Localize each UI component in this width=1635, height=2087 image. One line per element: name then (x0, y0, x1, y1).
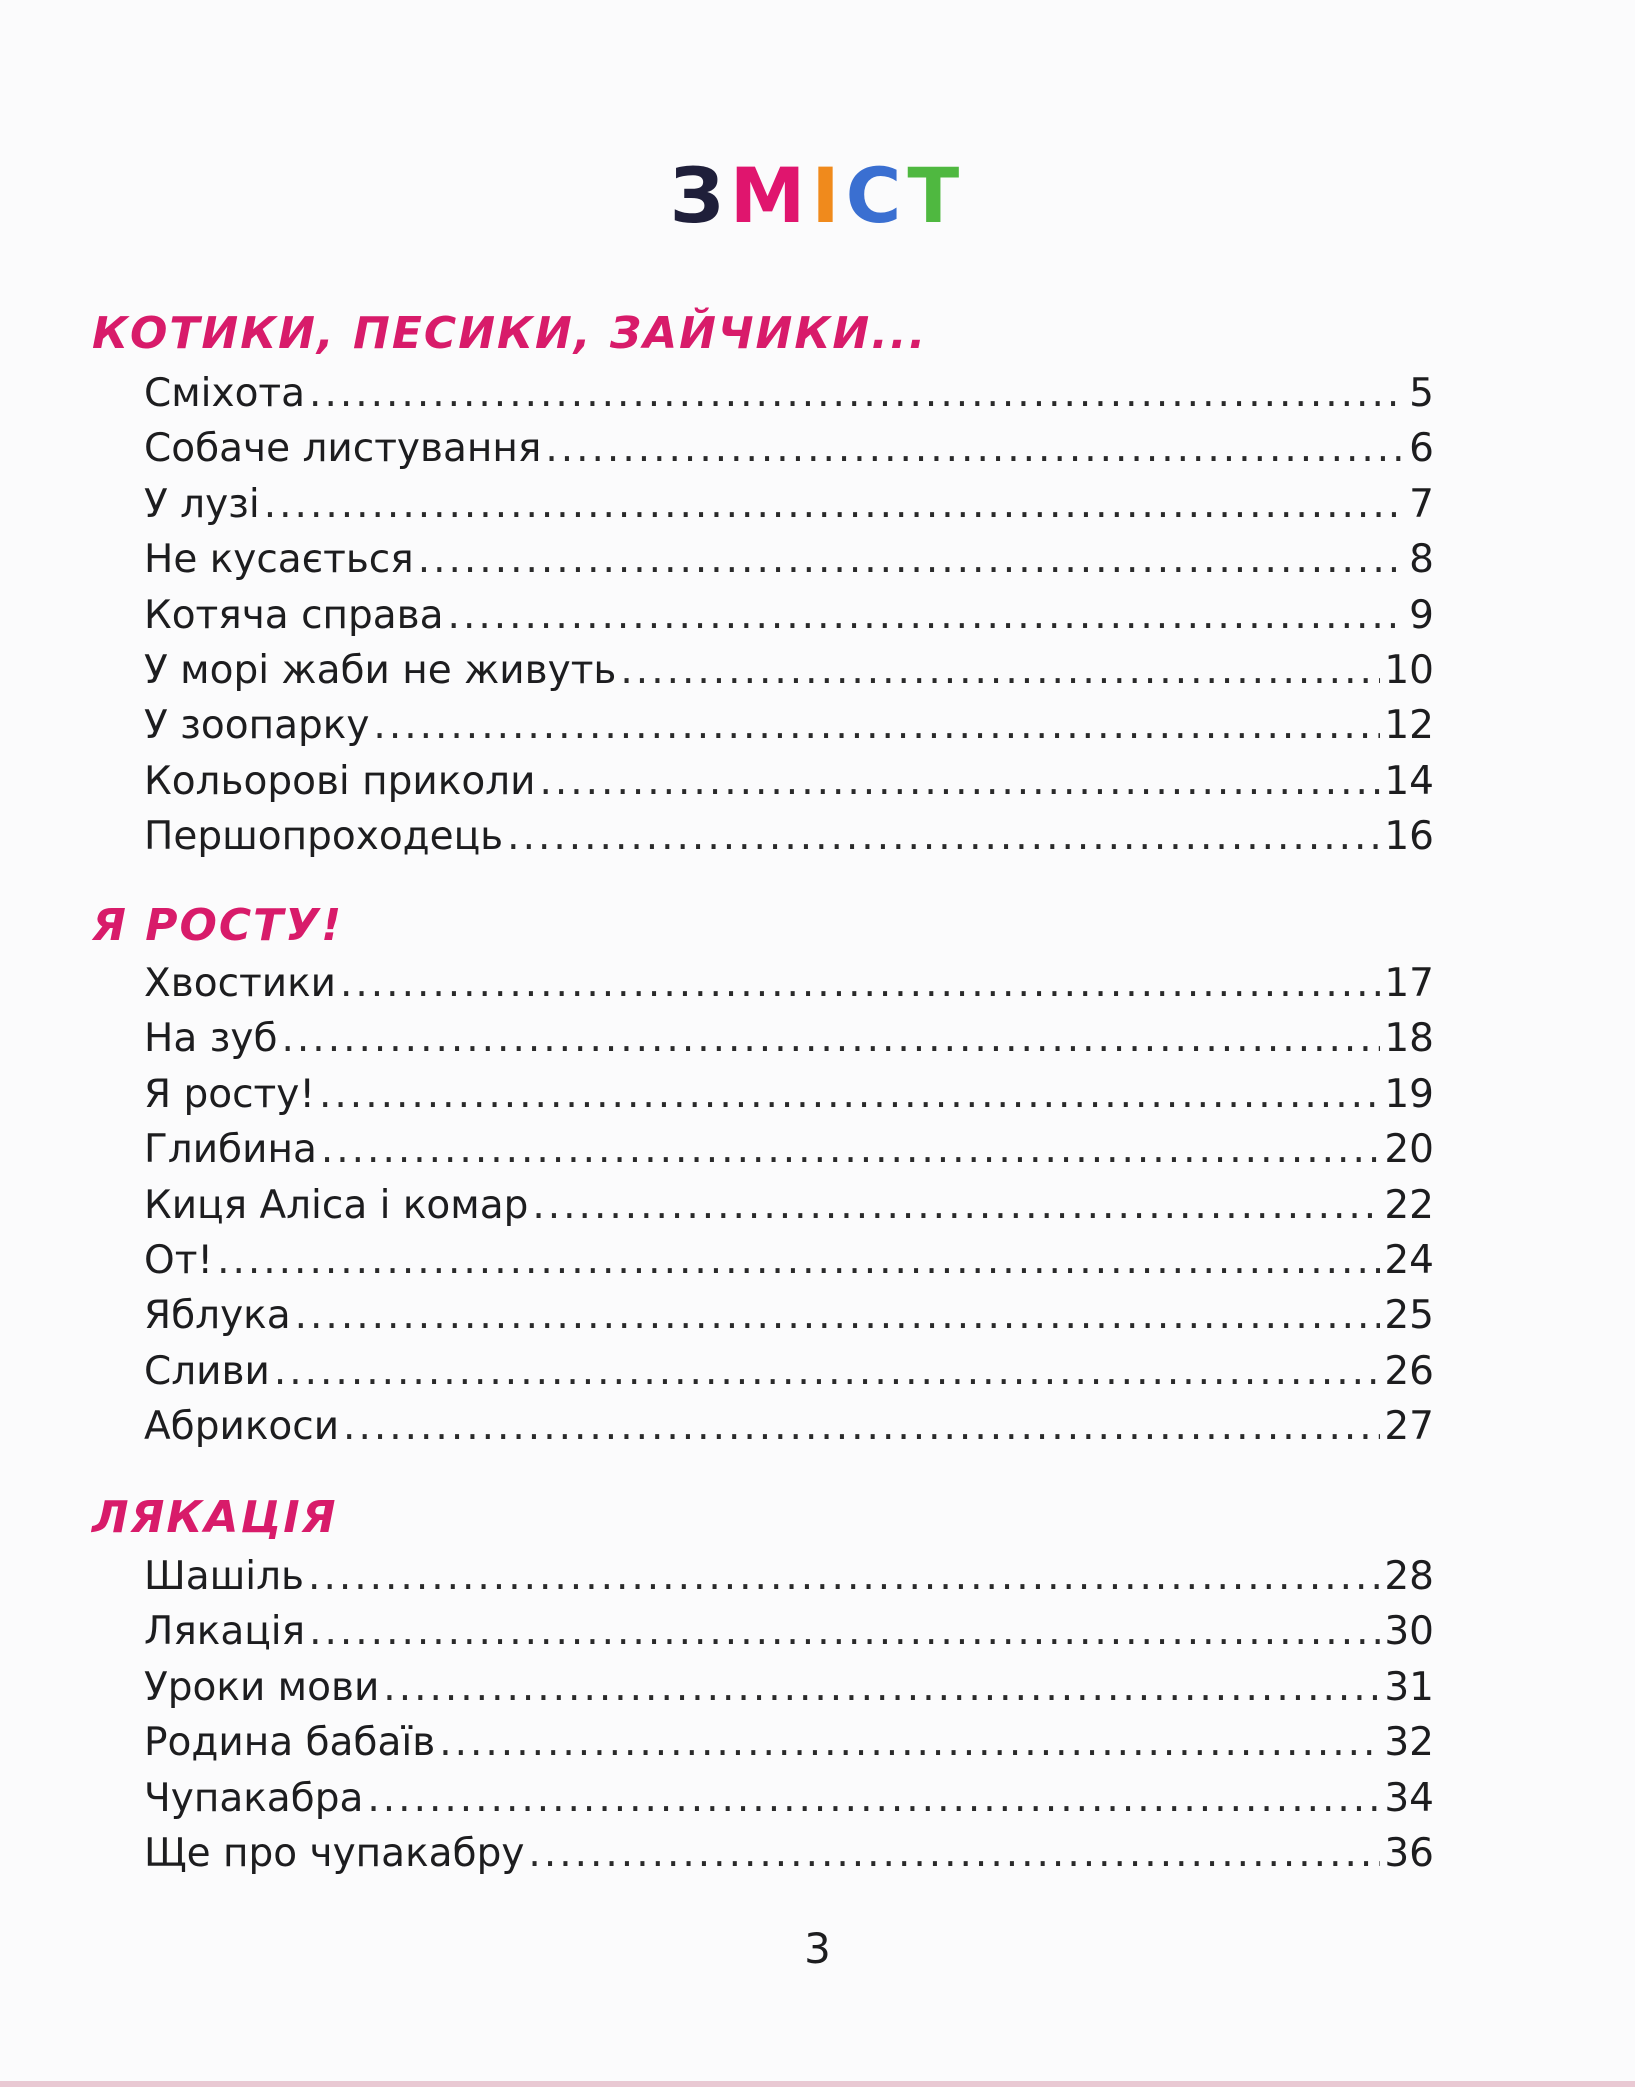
toc-entry[interactable] (144, 956, 1434, 1011)
title-letter: З (669, 151, 730, 240)
toc-entry-page: 28 (1384, 1554, 1434, 1599)
dot-leader (545, 421, 1405, 476)
toc-entry-title: Киця Аліса і комар (144, 1182, 529, 1228)
toc-entry-page: 9 (1409, 592, 1434, 638)
title-letter: С (845, 151, 908, 240)
toc-entry-page: 7 (1409, 481, 1434, 527)
toc-entry[interactable] (144, 366, 1434, 421)
toc-entry-page: 10 (1384, 647, 1434, 693)
toc-entry-page: 6 (1409, 426, 1434, 472)
toc-entry-title: Котяча справа (144, 592, 444, 638)
toc-entry-page: 5 (1409, 371, 1434, 416)
toc-entry-page: 19 (1384, 1071, 1434, 1117)
section-heading: ЛЯКАЦІЯ (92, 1492, 338, 1543)
dot-leader (295, 1288, 1381, 1343)
dot-leader (367, 1771, 1380, 1826)
title-letter: Т (907, 151, 966, 240)
toc-entry-title: Я росту! (144, 1071, 315, 1117)
toc-entry-title: У лузі (144, 481, 260, 527)
toc-entry-title: Яблука (144, 1293, 291, 1339)
toc-entry-title: Першопроходець (144, 814, 504, 860)
section-heading: КОТИКИ, ПЕСИКИ, ЗАЙЧИКИ... (92, 308, 928, 359)
toc-list (144, 956, 1434, 1455)
toc-entry[interactable] (144, 1715, 1434, 1770)
toc-entry[interactable] (144, 1399, 1434, 1454)
toc-entry[interactable] (144, 1122, 1434, 1177)
toc-entry-page: 34 (1384, 1775, 1434, 1821)
dot-leader (217, 1233, 1380, 1288)
toc-entry-page: 25 (1384, 1293, 1434, 1339)
toc-entry-page: 30 (1384, 1609, 1434, 1655)
toc-entry[interactable] (144, 1178, 1434, 1233)
dot-leader (319, 1067, 1380, 1122)
dot-leader (418, 532, 1405, 587)
toc-entry-page: 26 (1384, 1348, 1434, 1394)
dot-leader (274, 1344, 1381, 1399)
toc-entry[interactable] (144, 1660, 1434, 1715)
toc-entry-page: 32 (1384, 1720, 1434, 1766)
dot-leader (532, 1178, 1380, 1233)
title-letter: М (729, 151, 812, 240)
toc-entry-title: Уроки мови (144, 1664, 380, 1710)
toc-entry-title: Хвостики (144, 961, 336, 1006)
dot-leader (528, 1826, 1380, 1881)
dot-leader (620, 643, 1380, 698)
dot-leader (439, 1715, 1380, 1770)
page-bottom-edge (0, 2081, 1635, 2087)
toc-entry-page: 31 (1384, 1664, 1434, 1710)
dot-leader (321, 1122, 1381, 1177)
toc-entry-title: От! (144, 1237, 214, 1283)
toc-entry[interactable] (144, 698, 1434, 753)
toc-entry[interactable] (144, 1771, 1434, 1826)
toc-entry[interactable] (144, 532, 1434, 587)
toc-entry-page: 20 (1384, 1127, 1434, 1173)
dot-leader (308, 1549, 1380, 1604)
toc-entry[interactable] (144, 421, 1434, 476)
toc-entry[interactable] (144, 1011, 1434, 1066)
toc-entry-title: Сміхота (144, 371, 306, 416)
toc-entry-page: 36 (1384, 1830, 1434, 1876)
toc-entry-title: У зоопарку (144, 703, 370, 749)
toc-entry-title: Лякація (144, 1609, 306, 1655)
dot-leader (309, 1604, 1380, 1659)
dot-leader (383, 1660, 1380, 1715)
page-number: 3 (804, 1924, 831, 1973)
toc-list (144, 366, 1434, 865)
dot-leader (282, 1011, 1381, 1066)
toc-entry-title: Не кусається (144, 537, 414, 583)
toc-entry-page: 16 (1384, 814, 1434, 860)
toc-entry-page: 18 (1384, 1016, 1434, 1062)
dot-leader (340, 956, 1380, 1011)
toc-entry[interactable] (144, 1604, 1434, 1659)
toc-entry-title: Абрикоси (144, 1404, 340, 1450)
toc-entry[interactable] (144, 1067, 1434, 1122)
toc-entry-page: 24 (1384, 1237, 1434, 1283)
dot-leader (343, 1399, 1380, 1454)
toc-entry[interactable] (144, 588, 1434, 643)
toc-entry-page: 27 (1384, 1404, 1434, 1450)
toc-entry-title: Чупакабра (144, 1775, 364, 1821)
toc-entry[interactable] (144, 1549, 1434, 1604)
toc-entry[interactable] (144, 1288, 1434, 1343)
toc-entry-page: 8 (1409, 537, 1434, 583)
toc-entry-title: Собаче листування (144, 426, 542, 472)
toc-entry-page: 12 (1384, 703, 1434, 749)
toc-entry[interactable] (144, 809, 1434, 864)
toc-entry[interactable] (144, 1344, 1434, 1399)
toc-entry-page: 17 (1384, 961, 1434, 1006)
dot-leader (448, 588, 1406, 643)
toc-entry[interactable] (144, 1233, 1434, 1288)
section-heading: Я РОСТУ! (92, 900, 344, 951)
toc-entry-title: Ще про чупакабру (144, 1830, 525, 1876)
toc-entry[interactable] (144, 1826, 1434, 1881)
toc-entry-title: Сливи (144, 1348, 270, 1394)
toc-entry-title: Глибина (144, 1127, 317, 1173)
toc-entry[interactable] (144, 754, 1434, 809)
dot-leader (309, 366, 1405, 421)
title-letter: І (811, 151, 846, 240)
toc-entry-title: Родина бабаїв (144, 1720, 436, 1766)
toc-entry-page: 14 (1384, 758, 1434, 804)
toc-entry-title: На зуб (144, 1016, 278, 1062)
dot-leader (373, 698, 1380, 753)
toc-entry-title: У морі жаби не живуть (144, 647, 617, 693)
toc-entry[interactable] (144, 477, 1434, 532)
page-title (0, 151, 1635, 240)
toc-list (144, 1549, 1434, 1881)
toc-entry[interactable] (144, 643, 1434, 698)
toc-entry-page: 22 (1384, 1182, 1434, 1228)
toc-entry-title: Шашіль (144, 1554, 305, 1599)
dot-leader (539, 754, 1380, 809)
toc-entry-title: Кольорові приколи (144, 758, 536, 804)
dot-leader (507, 809, 1380, 864)
dot-leader (264, 477, 1405, 532)
